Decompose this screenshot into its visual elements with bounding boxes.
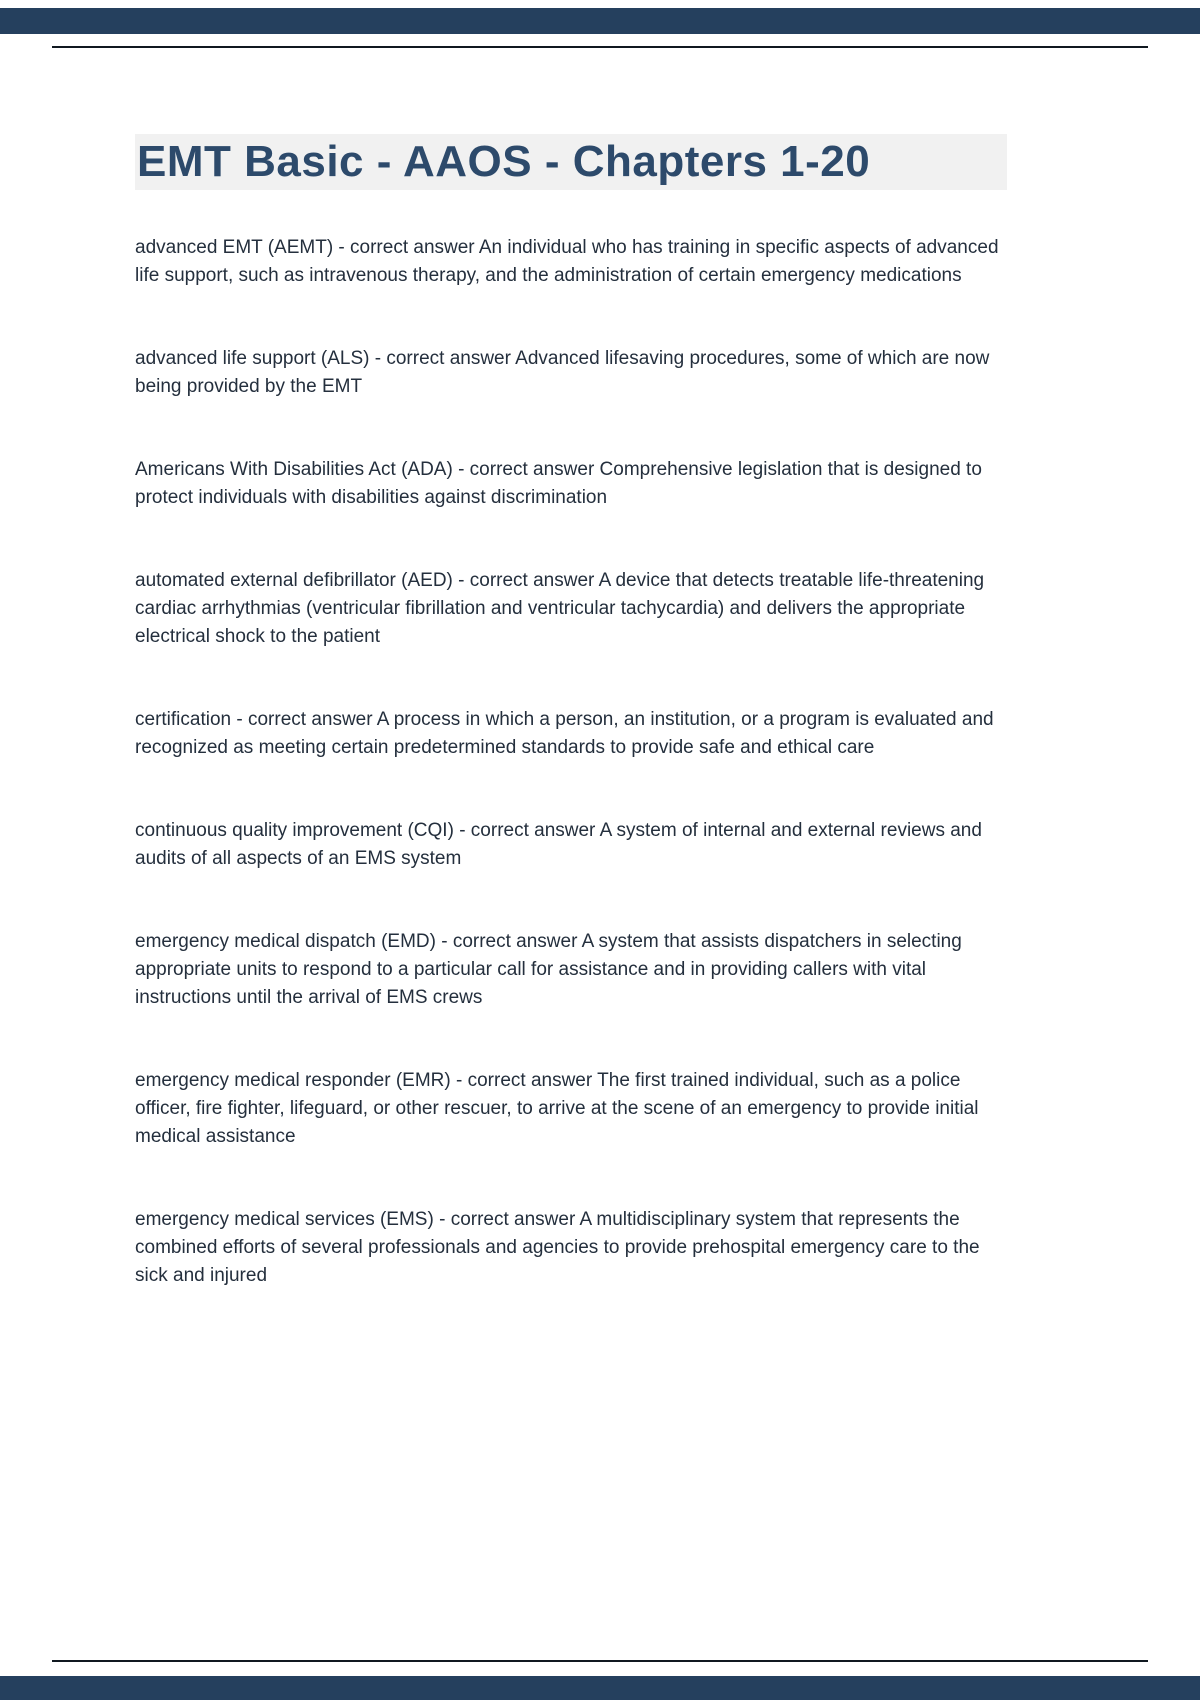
definition-paragraph: advanced EMT (AEMT) - correct answer An individual who has training in specific aspects of advanced life support, such as intravenous therapy, and the administration of certain emergency medications bbox=[135, 237, 999, 286]
page-title: EMT Basic - AAOS - Chapters 1-20 bbox=[137, 137, 871, 186]
title-highlight bbox=[135, 134, 1007, 190]
top-horizontal-rule bbox=[52, 46, 1148, 48]
definition-paragraph: emergency medical dispatch (EMD) - correct answer A system that assists dispatchers in selecting appropriate units to respond to a particular call for assistance and in providing callers with vital instructions until the arrival of EMS crews bbox=[135, 931, 962, 1008]
definition-paragraph: emergency medical services (EMS) - correct answer A multidisciplinary system that represents the combined efforts of several professionals and agencies to provide prehospital emergency care to the sick and injured bbox=[135, 1209, 980, 1286]
bottom-horizontal-rule bbox=[52, 1660, 1148, 1662]
definition-paragraph: continuous quality improvement (CQI) - correct answer A system of internal and external reviews and audits of all aspects of an EMS system bbox=[135, 820, 982, 869]
definition-paragraph: advanced life support (ALS) - correct answer Advanced lifesaving procedures, some of which are now being provided by the EMT bbox=[135, 348, 990, 397]
definition-paragraph: certification - correct answer A process in which a person, an institution, or a program is evaluated and recognized as meeting certain predetermined standards to provide safe and ethical care bbox=[135, 709, 994, 758]
bottom-decorative-bar bbox=[0, 1676, 1200, 1700]
definition-paragraph: emergency medical responder (EMR) - correct answer The first trained individual, such as a police officer, fire fighter, lifeguard, or other rescuer, to arrive at the scene of an emergency to provide initial medical assistance bbox=[135, 1070, 979, 1147]
definition-paragraph: automated external defibrillator (AED) - correct answer A device that detects treatable life-threatening cardiac arrhythmias (ventricular fibrillation and ventricular tachycardia) and delivers the appropriate electrical shock to the patient bbox=[135, 570, 985, 647]
top-decorative-bar bbox=[0, 8, 1200, 34]
definition-paragraph: Americans With Disabilities Act (ADA) - correct answer Comprehensive legislation that is designed to protect individuals with disabilities against discrimination bbox=[135, 459, 982, 508]
document-content bbox=[135, 134, 1007, 1345]
